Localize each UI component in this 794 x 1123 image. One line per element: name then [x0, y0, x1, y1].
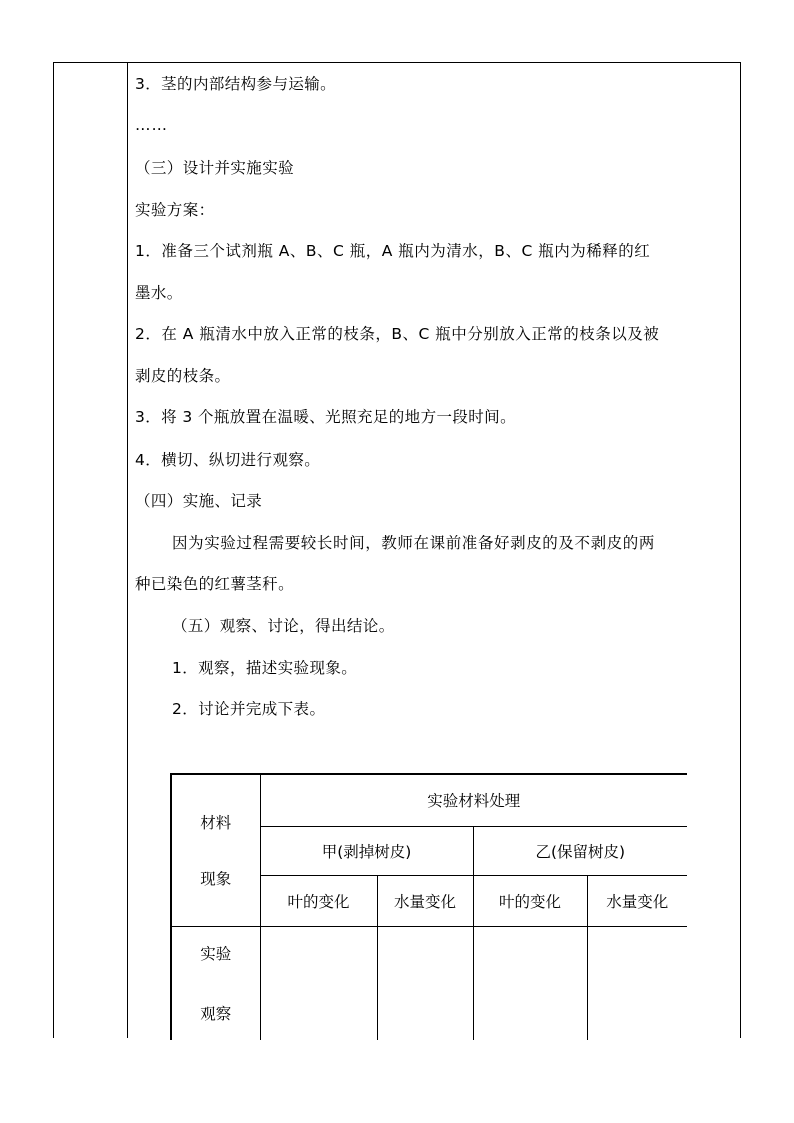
ellipsis: …… — [135, 116, 168, 134]
blank-cell[interactable] — [473, 926, 587, 1040]
blank-cell[interactable] — [587, 926, 687, 1040]
paragraph-line-2: 种已染色的红薯茎秆。 — [135, 575, 295, 593]
observation-table — [170, 773, 687, 1040]
blank-cell[interactable] — [377, 926, 473, 1040]
section-3-heading: （三）设计并实施实验 — [135, 159, 295, 177]
paragraph-line-1: 因为实验过程需要较长时间，教师在课前准备好剥皮的及不剥皮的两 — [172, 534, 656, 552]
step-2-line-1: 2．在 A 瓶清水中放入正常的枝条，B、C 瓶中分别放入正常的枝条以及被 — [135, 325, 660, 343]
step-4: 4．横切、纵切进行观察。 — [135, 451, 321, 469]
corner-bottom-label: 现象 — [200, 870, 232, 889]
corner-cell — [171, 774, 260, 926]
row-label-cell — [171, 926, 260, 1040]
step-1-line-2: 墨水。 — [135, 284, 183, 302]
column-divider — [127, 62, 128, 1038]
row-label-top: 实验 — [200, 945, 232, 964]
section-5-heading: （五）观察、讨论，得出结论。 — [172, 617, 395, 635]
blank-cell[interactable] — [260, 926, 377, 1040]
hypothesis-3: 3．茎的内部结构参与运输。 — [135, 75, 337, 93]
plan-label: 实验方案： — [135, 201, 215, 219]
group-b-cell: 乙(保留树皮) — [473, 826, 687, 875]
sub-header-cell: 水量变化 — [377, 875, 473, 926]
header-cell: 实验材料处理 — [260, 774, 687, 826]
section-4-heading: （四）实施、记录 — [135, 492, 263, 510]
row-label-bottom: 观察 — [200, 1005, 232, 1024]
task-2: 2．讨论并完成下表。 — [172, 700, 326, 718]
sub-header-cell: 叶的变化 — [260, 875, 377, 926]
group-a-cell: 甲(剥掉树皮) — [260, 826, 473, 875]
sub-header-cell: 水量变化 — [587, 875, 687, 926]
step-2-line-2: 剥皮的枝条。 — [135, 367, 231, 385]
sub-header-cell: 叶的变化 — [473, 875, 587, 926]
step-3: 3．将 3 个瓶放置在温暖、光照充足的地方一段时间。 — [135, 408, 516, 426]
corner-top-label: 材料 — [200, 814, 232, 833]
task-1: 1．观察，描述实验现象。 — [172, 659, 358, 677]
step-1-line-1: 1．准备三个试剂瓶 A、B、C 瓶，A 瓶内为清水，B、C 瓶内为稀释的红 — [135, 242, 651, 260]
